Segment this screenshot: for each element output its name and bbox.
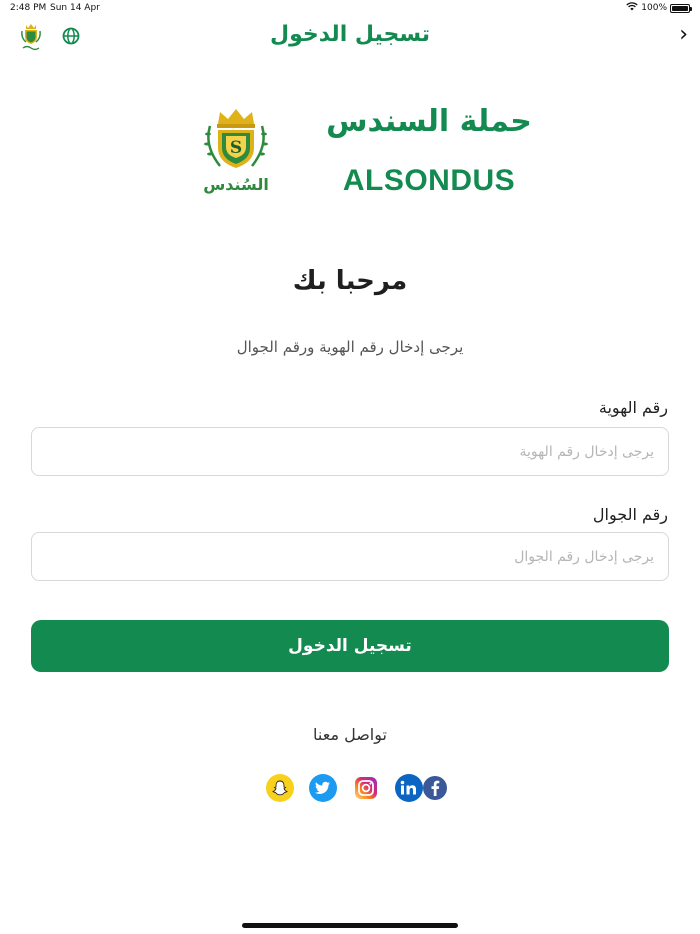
twitter-icon[interactable] — [309, 774, 337, 802]
welcome-subtitle: يرجى إدخال رقم الهوية ورقم الجوال — [236, 338, 464, 356]
brand-name-arabic: حملة السندس — [326, 104, 532, 139]
status-bar — [0, 0, 700, 18]
phone-number-label: رقم الجوال — [592, 505, 668, 524]
crest-text: السُندس — [203, 175, 269, 194]
battery-icon — [670, 4, 690, 13]
status-date: Sun 14 Apr — [50, 3, 100, 13]
snapchat-icon[interactable] — [266, 774, 294, 802]
contact-us-label: تواصل معنا — [313, 725, 387, 744]
id-number-label: رقم الهوية — [598, 398, 668, 417]
id-number-input[interactable] — [31, 427, 669, 476]
linkedin-icon[interactable] — [395, 774, 423, 802]
status-indicators — [626, 2, 690, 14]
wifi-icon — [626, 2, 638, 14]
battery-fill — [672, 6, 688, 11]
page-title: تسجيل الدخول — [269, 22, 431, 47]
instagram-icon[interactable] — [352, 774, 380, 802]
phone-number-input[interactable] — [31, 532, 669, 581]
facebook-icon[interactable] — [423, 776, 447, 800]
home-indicator[interactable] — [242, 923, 458, 928]
status-time: 2:48 PM — [10, 3, 47, 13]
brand-crest-logo — [196, 106, 276, 198]
chevron-right-icon[interactable]: › — [679, 22, 688, 47]
brand-name-english: ALSONDUS — [342, 164, 516, 197]
login-button[interactable]: تسجيل الدخول — [31, 620, 669, 672]
crest-letter: S — [229, 138, 243, 158]
welcome-heading: مرحبا بك — [292, 266, 408, 296]
battery-percent: 100% — [641, 3, 667, 13]
